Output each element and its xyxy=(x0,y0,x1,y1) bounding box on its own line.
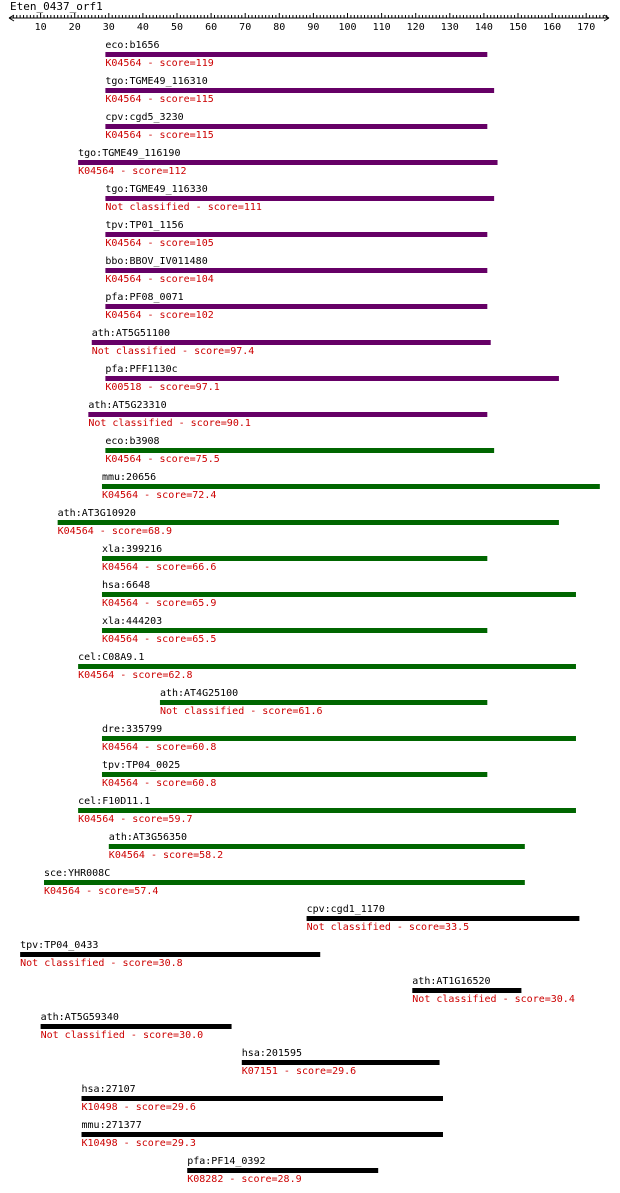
hit-alignment-bar[interactable] xyxy=(58,520,559,525)
hit-gene-label[interactable]: bbo:BBOV_IV011480 xyxy=(105,256,208,267)
hit-row[interactable] xyxy=(105,256,487,285)
ruler-tick-label: 120 xyxy=(406,22,425,33)
hit-row[interactable] xyxy=(20,940,320,969)
hit-row[interactable] xyxy=(102,544,487,573)
hit-row[interactable] xyxy=(82,1120,443,1149)
hit-alignment-bar[interactable] xyxy=(102,736,576,741)
hit-score-label: K04564 - score=105 xyxy=(105,238,214,249)
hit-row[interactable] xyxy=(102,724,576,753)
ruler-tick-label: 20 xyxy=(68,22,81,33)
hit-alignment-bar[interactable] xyxy=(105,124,487,129)
hit-row[interactable] xyxy=(41,1012,232,1041)
hit-gene-label[interactable]: sce:YHR008C xyxy=(44,868,111,879)
hit-row[interactable] xyxy=(78,652,576,681)
hit-alignment-bar[interactable] xyxy=(44,880,525,885)
hit-score-label: Not classified - score=30.8 xyxy=(20,958,183,969)
hit-alignment-bar[interactable] xyxy=(102,628,487,633)
hit-gene-label[interactable]: mmu:20656 xyxy=(101,472,157,483)
ruler-tick-label: 90 xyxy=(307,22,320,33)
ruler-tick-label: 150 xyxy=(508,22,528,33)
hit-gene-label[interactable]: tpv:TP04_0025 xyxy=(101,760,181,771)
hit-row[interactable] xyxy=(102,760,487,789)
hit-row[interactable] xyxy=(105,292,487,321)
ruler-tick-label: 130 xyxy=(440,22,459,33)
hit-alignment-bar[interactable] xyxy=(20,952,320,957)
hit-gene-label[interactable]: pfa:PF08_0071 xyxy=(105,292,184,303)
hit-score-label: Not classified - score=33.5 xyxy=(306,922,470,933)
hit-gene-label[interactable]: ath:AT5G51100 xyxy=(91,328,171,339)
hit-row[interactable] xyxy=(105,220,487,249)
hit-gene-label[interactable]: xla:399216 xyxy=(101,544,163,555)
hit-alignment-bar[interactable] xyxy=(102,556,487,561)
hit-score-label: K10498 - score=29.6 xyxy=(81,1102,196,1113)
hit-alignment-bar[interactable] xyxy=(88,412,487,417)
hit-row[interactable] xyxy=(109,832,525,861)
hit-row[interactable] xyxy=(88,400,487,429)
hit-gene-label[interactable]: cpv:cgd5_3230 xyxy=(105,112,184,123)
hit-score-label: K04564 - score=57.4 xyxy=(44,886,159,897)
hit-gene-label[interactable]: tgo:TGME49_116330 xyxy=(105,184,208,195)
hit-score-label: K04564 - score=115 xyxy=(105,130,214,141)
hit-gene-label[interactable]: cel:C08A9.1 xyxy=(78,652,145,663)
hit-gene-label[interactable]: eco:b3908 xyxy=(105,436,160,447)
hit-gene-label[interactable]: pfa:PFF1130c xyxy=(105,364,178,375)
ruler-tick-label: 70 xyxy=(239,22,252,33)
ruler-tick-label: 40 xyxy=(136,22,149,33)
hit-row[interactable] xyxy=(102,580,576,609)
query-name: Eten_0437_orf1 xyxy=(10,0,103,13)
hit-score-label: K04564 - score=115 xyxy=(105,94,214,105)
hit-score-label: K04564 - score=68.9 xyxy=(57,526,173,537)
hit-alignment-bar[interactable] xyxy=(105,448,494,453)
hit-score-label: K04564 - score=112 xyxy=(78,166,187,177)
ruler-tick-label: 60 xyxy=(205,22,218,33)
hit-gene-label[interactable]: tgo:TGME49_116190 xyxy=(78,148,181,159)
hit-gene-label[interactable]: ath:AT5G59340 xyxy=(40,1012,119,1023)
ruler-tick-label: 30 xyxy=(102,22,115,33)
hit-alignment-bar[interactable] xyxy=(78,160,497,165)
position-ruler xyxy=(9,13,609,33)
hit-gene-label[interactable]: ath:AT3G56350 xyxy=(108,832,188,843)
hit-alignment-bar[interactable] xyxy=(105,268,487,273)
hit-score-label: Not classified - score=90.1 xyxy=(88,418,251,429)
hit-score-label: Not classified - score=30.4 xyxy=(412,994,575,1005)
hit-gene-label[interactable]: dre:335799 xyxy=(101,724,163,735)
hit-score-label: K07151 - score=29.6 xyxy=(241,1066,357,1077)
hit-row[interactable] xyxy=(187,1156,378,1185)
hit-alignment-bar[interactable] xyxy=(102,592,576,597)
hit-alignment-bar[interactable] xyxy=(105,232,487,237)
hit-score-label: Not classified - score=61.6 xyxy=(159,706,323,717)
hit-gene-label[interactable]: cel:F10D11.1 xyxy=(78,796,151,807)
hit-row[interactable] xyxy=(105,436,494,465)
hit-gene-label[interactable]: ath:AT5G23310 xyxy=(88,400,167,411)
hit-row[interactable] xyxy=(102,472,600,501)
hit-alignment-bar[interactable] xyxy=(102,772,487,777)
hit-list xyxy=(20,40,600,1185)
hit-alignment-bar[interactable] xyxy=(105,196,494,201)
hit-row[interactable] xyxy=(105,112,487,141)
hit-score-label: K04564 - score=62.8 xyxy=(78,670,193,681)
hit-score-label: Not classified - score=97.4 xyxy=(91,346,255,357)
ruler-tick-label: 140 xyxy=(474,22,493,33)
hit-row[interactable] xyxy=(78,148,497,177)
ruler-tick-label: 10 xyxy=(34,22,47,33)
hit-gene-label[interactable]: pfa:PF14_0392 xyxy=(187,1156,266,1167)
hit-score-label: Not classified - score=111 xyxy=(105,202,262,213)
hit-score-label: K04564 - score=66.6 xyxy=(101,562,217,573)
ruler-tick-label: 80 xyxy=(273,22,286,33)
hit-alignment-bar[interactable] xyxy=(105,376,559,381)
hit-gene-label[interactable]: hsa:27107 xyxy=(81,1084,136,1095)
ruler-tick-label: 110 xyxy=(372,22,391,33)
hit-gene-label[interactable]: xla:444203 xyxy=(101,616,163,627)
hit-gene-label[interactable]: ath:AT1G16520 xyxy=(412,976,491,987)
hit-gene-label[interactable]: mmu:271377 xyxy=(81,1120,142,1131)
hit-score-label: K00518 - score=97.1 xyxy=(105,382,220,393)
hit-score-label: Not classified - score=30.0 xyxy=(40,1030,204,1041)
hit-gene-label[interactable]: tgo:TGME49_116310 xyxy=(105,76,208,87)
hit-row[interactable] xyxy=(92,328,491,357)
hit-score-label: K04564 - score=72.4 xyxy=(101,490,217,501)
hit-row[interactable] xyxy=(102,616,487,645)
hit-gene-label[interactable]: cpv:cgd1_1170 xyxy=(306,904,385,915)
ruler-tick-label: 170 xyxy=(577,22,596,33)
hit-alignment-bar[interactable] xyxy=(102,484,600,489)
hit-alignment-bar[interactable] xyxy=(105,88,494,93)
hit-gene-label[interactable]: tpv:TP04_0433 xyxy=(20,940,99,951)
hit-score-label: K04564 - score=60.8 xyxy=(101,778,217,789)
hit-gene-label[interactable]: ath:AT3G10920 xyxy=(57,508,136,519)
hit-row[interactable] xyxy=(105,76,494,105)
hit-row[interactable] xyxy=(307,904,580,933)
hit-row[interactable] xyxy=(105,184,494,213)
hit-row[interactable] xyxy=(105,364,559,393)
hit-alignment-bar[interactable] xyxy=(109,844,525,849)
hit-gene-label[interactable]: ath:AT4G25100 xyxy=(159,688,239,699)
hit-row[interactable] xyxy=(82,1084,443,1113)
hit-gene-label[interactable]: hsa:201595 xyxy=(241,1048,303,1059)
hit-score-label: K04564 - score=104 xyxy=(105,274,214,285)
hit-score-label: K04564 - score=119 xyxy=(105,58,214,69)
hit-alignment-bar[interactable] xyxy=(307,916,580,921)
hit-row[interactable] xyxy=(242,1048,440,1077)
hit-score-label: K04564 - score=59.7 xyxy=(78,814,193,825)
hit-score-label: K08282 - score=28.9 xyxy=(187,1174,302,1185)
ruler-tick-label: 100 xyxy=(338,22,357,33)
hit-alignment-bar[interactable] xyxy=(160,700,487,705)
hit-score-label: K04564 - score=65.5 xyxy=(101,634,217,645)
hit-alignment-bar[interactable] xyxy=(78,664,576,669)
hit-row[interactable] xyxy=(160,688,487,717)
hit-alignment-bar[interactable] xyxy=(105,52,487,57)
hit-score-label: K04564 - score=65.9 xyxy=(101,598,217,609)
hit-row[interactable] xyxy=(44,868,525,897)
hit-score-label: K04564 - score=75.5 xyxy=(105,454,220,465)
hit-score-label: K04564 - score=60.8 xyxy=(101,742,217,753)
ruler-tick-label: 160 xyxy=(543,22,562,33)
hit-row[interactable] xyxy=(78,796,576,825)
hit-alignment-bar[interactable] xyxy=(242,1060,440,1065)
hit-gene-label[interactable]: hsa:6648 xyxy=(101,580,151,591)
hit-alignment-bar[interactable] xyxy=(41,1024,232,1029)
hit-alignment-bar[interactable] xyxy=(82,1096,443,1101)
hit-row[interactable] xyxy=(412,976,575,1005)
hit-row[interactable] xyxy=(105,40,487,69)
hit-gene-label[interactable]: eco:b1656 xyxy=(105,40,160,51)
hit-row[interactable] xyxy=(58,508,559,537)
hit-score-label: K10498 - score=29.3 xyxy=(81,1138,196,1149)
hit-score-label: K04564 - score=58.2 xyxy=(108,850,224,861)
hit-score-label: K04564 - score=102 xyxy=(105,310,214,321)
hit-alignment-bar[interactable] xyxy=(82,1132,443,1137)
hit-alignment-bar[interactable] xyxy=(78,808,576,813)
hit-alignment-bar[interactable] xyxy=(105,304,487,309)
hit-alignment-bar[interactable] xyxy=(412,988,521,993)
ruler-tick-label: 50 xyxy=(170,22,184,33)
hit-alignment-bar[interactable] xyxy=(92,340,491,345)
hit-alignment-bar[interactable] xyxy=(187,1168,378,1173)
hit-gene-label[interactable]: tpv:TP01_1156 xyxy=(105,220,184,231)
